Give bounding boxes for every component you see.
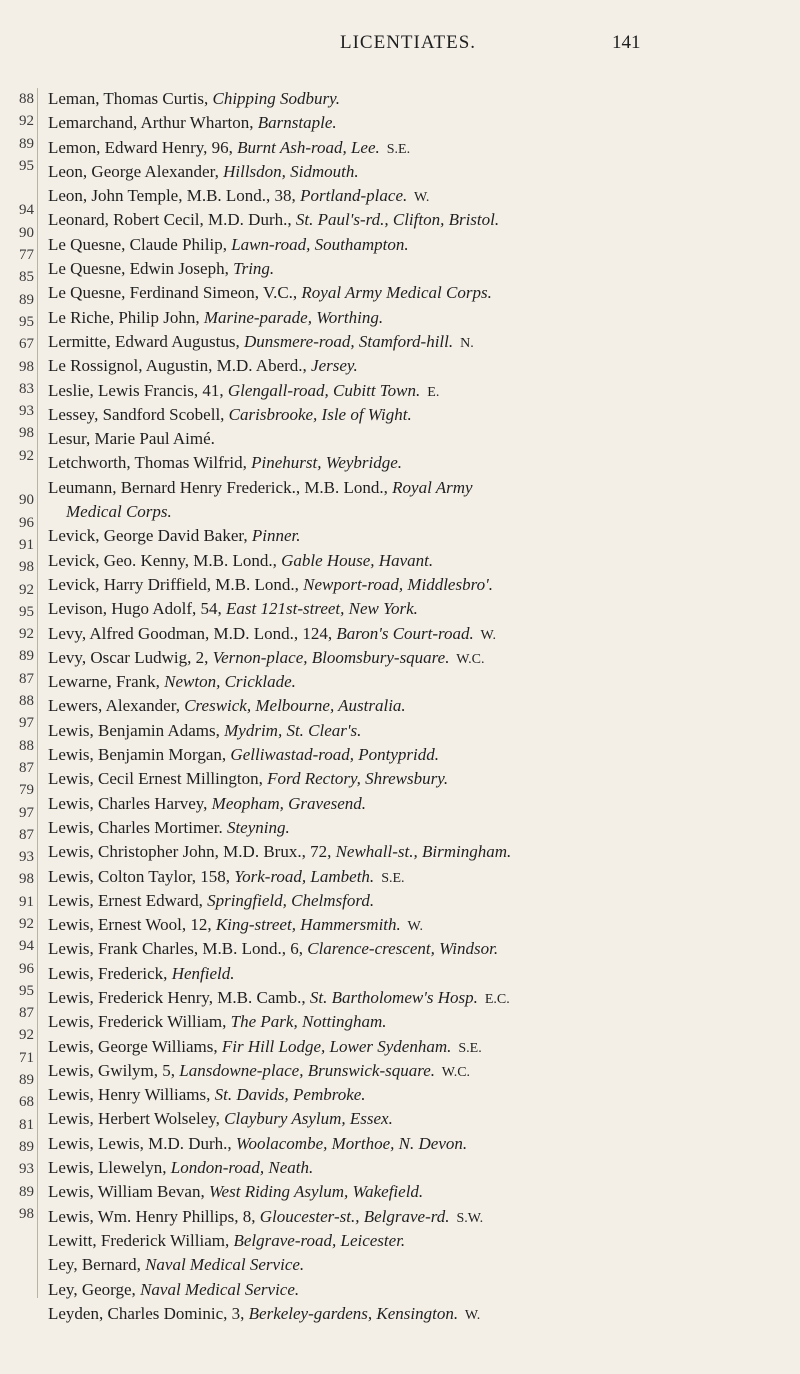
entry-address: Gelliwastad-road, Pontypridd. bbox=[230, 745, 439, 765]
entry-name: Lewis, Charles Harvey, bbox=[48, 793, 212, 813]
registration-year: 92 bbox=[19, 581, 34, 598]
entry-postal-district: S.W. bbox=[449, 1210, 484, 1226]
registration-year: 93 bbox=[19, 849, 34, 866]
entry-address: Chipping Sodbury. bbox=[212, 89, 340, 108]
licentiate-entry bbox=[48, 1181, 788, 1205]
licentiate-entry bbox=[48, 866, 788, 890]
entry-name: Lewis, Lewis, M.D. Durh., bbox=[48, 1133, 236, 1153]
registration-year: 92 bbox=[19, 915, 34, 932]
registration-year: 98 bbox=[19, 871, 34, 888]
registration-year: 83 bbox=[19, 380, 34, 397]
licentiate-entry bbox=[48, 720, 788, 744]
entry-address: Tring. bbox=[233, 259, 275, 279]
entry-name: Lewis, Christopher John, M.D. Brux., 72, bbox=[48, 842, 336, 862]
licentiate-entry bbox=[48, 428, 788, 452]
entry-name: Levy, Alfred Goodman, M.D. Lond., 124, bbox=[48, 623, 337, 643]
licentiate-entry bbox=[48, 185, 788, 209]
entry-address: Marine-parade, Worthing. bbox=[203, 307, 384, 327]
licentiate-entry bbox=[48, 452, 788, 476]
entry-address: Burnt Ash-road, Lee. bbox=[237, 137, 380, 157]
registration-year: 94 bbox=[19, 938, 34, 955]
entry-name: Lessey, Sandford Scobell, bbox=[48, 404, 229, 424]
registration-year: 89 bbox=[19, 135, 34, 152]
registration-year: 89 bbox=[19, 1183, 34, 1200]
entry-name: Lewis, Benjamin Morgan, bbox=[48, 745, 231, 765]
entry-address: Henfield. bbox=[171, 963, 235, 983]
entry-name: Lewis, Llewelyn, bbox=[48, 1158, 171, 1178]
licentiate-entry bbox=[48, 817, 788, 841]
licentiate-entry bbox=[48, 331, 788, 355]
licentiate-entry bbox=[48, 307, 788, 331]
entry-name: Leumann, Bernard Henry Frederick., M.B. Lond., bbox=[48, 477, 393, 497]
licentiate-entry bbox=[48, 525, 788, 549]
entry-name: Lewis, Frank Charles, M.B. Lond., 6, bbox=[48, 939, 308, 959]
entry-name: Lemon, Edward Henry, 96, bbox=[48, 137, 238, 157]
licentiate-entry bbox=[48, 1108, 788, 1132]
margin-rule bbox=[37, 88, 38, 1298]
entry-name: Lewis, Henry Williams, bbox=[48, 1085, 215, 1105]
entry-name: Levick, Harry Driffield, M.B. Lond., bbox=[48, 574, 304, 594]
entry-name: Leman, Thomas Curtis, bbox=[48, 89, 213, 108]
entry-address: Royal Army bbox=[392, 477, 473, 497]
licentiate-entry bbox=[48, 671, 788, 695]
entry-name: Levick, George David Baker, bbox=[48, 526, 252, 546]
registration-year: 93 bbox=[19, 1161, 34, 1178]
licentiate-entry bbox=[48, 404, 788, 428]
registration-year bbox=[0, 467, 34, 489]
licentiate-entry bbox=[48, 793, 788, 817]
entry-name: Le Quesne, Claude Philip, bbox=[48, 234, 232, 254]
licentiate-entry bbox=[48, 1133, 788, 1157]
entry-name: Le Rossignol, Augustin, M.D. Aberd., bbox=[48, 356, 312, 376]
entry-name: Lewis, Frederick Henry, M.B. Camb., bbox=[48, 987, 310, 1007]
entry-postal-district: W. bbox=[473, 627, 496, 643]
entry-address: Lawn-road, Southampton. bbox=[231, 234, 409, 254]
entry-address: Portland-place. bbox=[300, 186, 408, 206]
registration-year: 71 bbox=[19, 1049, 34, 1066]
page-number: 141 bbox=[612, 32, 641, 53]
registration-year: 95 bbox=[19, 157, 34, 174]
registration-year: 98 bbox=[19, 358, 34, 375]
entry-address: York-road, Lambeth. bbox=[234, 866, 375, 886]
licentiate-entry bbox=[48, 282, 788, 306]
entry-address: Naval Medical Service. bbox=[140, 1279, 300, 1299]
page-header bbox=[0, 32, 800, 62]
entry-name: Leyden, Charles Dominic, 3, bbox=[48, 1303, 249, 1323]
registration-year: 95 bbox=[19, 603, 34, 620]
licentiate-entry bbox=[48, 209, 788, 233]
registration-year: 98 bbox=[19, 1205, 34, 1222]
registration-year: 92 bbox=[19, 626, 34, 643]
entry-address: Pinehurst, Weybridge. bbox=[251, 453, 403, 473]
registration-year: 95 bbox=[19, 982, 34, 999]
running-title: LICENTIATES. bbox=[340, 32, 477, 53]
entry-address: Pinner. bbox=[251, 526, 301, 546]
entry-name: Lesur, Marie Paul Aimé. bbox=[48, 429, 215, 449]
entry-address: Steyning. bbox=[226, 817, 290, 837]
entry-address: Lansdowne-place, Brunswick-square. bbox=[179, 1060, 436, 1080]
registration-year: 98 bbox=[19, 425, 34, 442]
entry-postal-district: W. bbox=[407, 190, 430, 206]
entry-postal-district: S.E. bbox=[379, 141, 411, 157]
entry-postal-district: S.E. bbox=[451, 1040, 482, 1056]
entry-address: Royal Army Medical Corps. bbox=[301, 283, 492, 303]
entry-name: Le Riche, Philip John, bbox=[48, 307, 204, 327]
entry-name: Ley, Bernard, bbox=[48, 1255, 146, 1275]
entry-name: Lewis, Cecil Ernest Millington, bbox=[48, 769, 268, 789]
registration-year: 87 bbox=[19, 670, 34, 687]
entry-name: Lewis, Herbert Wolseley, bbox=[48, 1109, 225, 1129]
entry-name: Lewis, Benjamin Adams, bbox=[48, 720, 225, 740]
registration-year: 89 bbox=[19, 1138, 34, 1155]
licentiate-entry bbox=[48, 1230, 788, 1254]
entry-name: Lewis, Ernest Wool, 12, bbox=[48, 915, 216, 935]
entry-address: Mydrim, St. Clear's. bbox=[224, 720, 362, 740]
licentiate-entry bbox=[48, 380, 788, 404]
entry-postal-district: E.C. bbox=[477, 991, 510, 1007]
entry-address: West Riding Asylum, Wakefield. bbox=[208, 1182, 424, 1202]
entry-postal-district: S.E. bbox=[374, 870, 405, 886]
entry-address: Springfield, Chelmsford. bbox=[207, 890, 375, 910]
entry-name: Levick, Geo. Kenny, M.B. Lond., bbox=[48, 550, 282, 570]
entry-address: Glengall-road, Cubitt Town. bbox=[227, 380, 421, 400]
registration-year: 96 bbox=[19, 514, 34, 531]
licentiate-entry bbox=[48, 234, 788, 258]
registration-year: 95 bbox=[19, 313, 34, 330]
entry-postal-district: W. bbox=[400, 919, 423, 935]
entry-address: The Park, Nottingham. bbox=[230, 1012, 387, 1032]
licentiate-entry bbox=[48, 1011, 788, 1035]
registration-year: 97 bbox=[19, 715, 34, 732]
licentiate-entry bbox=[48, 768, 788, 792]
entry-address: Meopham, Gravesend. bbox=[211, 793, 367, 813]
licentiate-entry bbox=[48, 112, 788, 136]
entry-address: Gable House, Havant. bbox=[281, 550, 434, 570]
entry-name: Lermitte, Edward Augustus, bbox=[48, 331, 244, 351]
licentiate-entry bbox=[48, 1084, 788, 1108]
entry-address: Naval Medical Service. bbox=[145, 1255, 305, 1275]
entry-address: Newton, Cricklade. bbox=[164, 672, 296, 692]
entry-name: Le Quesne, Edwin Joseph, bbox=[48, 259, 234, 279]
registration-year: 90 bbox=[19, 224, 34, 241]
entry-address: Baron's Court-road. bbox=[336, 623, 474, 643]
entry-name: Lewis, George Williams, bbox=[48, 1036, 222, 1056]
registration-year: 81 bbox=[19, 1116, 34, 1133]
licentiate-entry bbox=[48, 1279, 788, 1303]
entry-address: Claybury Asylum, Essex. bbox=[224, 1109, 393, 1129]
year-column bbox=[0, 88, 34, 1225]
licentiate-entry bbox=[48, 550, 788, 574]
licentiate-entry bbox=[48, 1206, 788, 1230]
entry-address: Newport-road, Middlesbro'. bbox=[303, 574, 493, 594]
entry-name: Lewis, Charles Mortimer. bbox=[48, 817, 227, 837]
entry-address: King-street, Hammersmith. bbox=[215, 915, 401, 935]
entry-address: St. Paul's-rd., Clifton, Bristol. bbox=[295, 210, 500, 230]
entry-address: Barnstaple. bbox=[257, 113, 337, 133]
entry-name: Leon, John Temple, M.B. Lond., 38, bbox=[48, 186, 301, 206]
entry-address: Gloucester-st., Belgrave-rd. bbox=[259, 1206, 450, 1226]
entry-address: Carisbrooke, Isle of Wight. bbox=[228, 404, 412, 424]
entry-address: Creswick, Melbourne, Australia. bbox=[184, 696, 406, 716]
registration-year: 88 bbox=[19, 91, 34, 107]
entry-postal-district: W.C. bbox=[449, 651, 485, 667]
licentiate-entry bbox=[48, 963, 788, 987]
licentiate-entry bbox=[48, 501, 788, 525]
entry-name: Lewarne, Frank, bbox=[48, 672, 165, 692]
registration-year: 89 bbox=[19, 648, 34, 665]
licentiate-entry bbox=[48, 355, 788, 379]
entry-address: Newhall-st., Birmingham. bbox=[335, 842, 512, 862]
licentiate-entry bbox=[48, 1036, 788, 1060]
entry-postal-district: N. bbox=[453, 335, 474, 351]
registration-year: 98 bbox=[19, 559, 34, 576]
licentiate-entry bbox=[48, 137, 788, 161]
registration-year: 90 bbox=[19, 492, 34, 509]
entry-name: Lewis, Wm. Henry Phillips, 8, bbox=[48, 1206, 260, 1226]
registration-year: 97 bbox=[19, 804, 34, 821]
licentiate-entry bbox=[48, 938, 788, 962]
entry-address: St. Bartholomew's Hosp. bbox=[309, 987, 478, 1007]
entry-name: Lewis, Gwilym, 5, bbox=[48, 1060, 180, 1080]
licentiate-entry bbox=[48, 258, 788, 282]
licentiate-entry bbox=[48, 1060, 788, 1084]
licentiate-entry bbox=[48, 987, 788, 1011]
registration-year: 94 bbox=[19, 202, 34, 219]
registration-year bbox=[0, 177, 34, 199]
entry-address: Clarence-crescent, Windsor. bbox=[307, 939, 499, 959]
entry-address: St. Davids, Pembroke. bbox=[214, 1085, 366, 1105]
entry-postal-district: E. bbox=[420, 384, 440, 400]
entry-postal-district: W.C. bbox=[435, 1064, 471, 1080]
licentiate-entry bbox=[48, 623, 788, 647]
entry-address: Jersey. bbox=[311, 356, 358, 376]
entry-name: Lewis, Frederick William, bbox=[48, 1012, 231, 1032]
entry-name: Lewers, Alexander, bbox=[48, 696, 185, 716]
entry-address: Vernon-place, Bloomsbury-square. bbox=[212, 647, 450, 667]
licentiate-entry bbox=[48, 647, 788, 671]
licentiate-entry bbox=[48, 574, 788, 598]
registration-year: 67 bbox=[19, 336, 34, 353]
registration-year: 93 bbox=[19, 403, 34, 420]
entry-address: Dunsmere-road, Stamford-hill. bbox=[243, 331, 454, 351]
entry-address: Medical Corps. bbox=[66, 502, 172, 522]
licentiate-entry bbox=[48, 161, 788, 185]
licentiate-entry bbox=[48, 1303, 788, 1327]
registration-year: 87 bbox=[19, 1005, 34, 1022]
entry-name: Letchworth, Thomas Wilfrid, bbox=[48, 453, 252, 473]
entry-address: Fir Hill Lodge, Lower Sydenham. bbox=[221, 1036, 452, 1056]
entry-name: Leon, George Alexander, bbox=[48, 161, 224, 181]
entry-address: Hillsdon, Sidmouth. bbox=[223, 161, 359, 181]
registration-year: 88 bbox=[19, 737, 34, 754]
licentiate-entry bbox=[48, 890, 788, 914]
registration-year: 87 bbox=[19, 826, 34, 843]
entry-address: Ford Rectory, Shrewsbury. bbox=[267, 769, 449, 789]
licentiate-entry bbox=[48, 1157, 788, 1181]
registration-year: 79 bbox=[19, 782, 34, 799]
registration-year: 92 bbox=[19, 447, 34, 464]
entry-postal-district: W. bbox=[458, 1307, 481, 1323]
entry-list bbox=[48, 88, 788, 1327]
entry-name: Ley, George, bbox=[48, 1279, 141, 1299]
entry-address: Woolacombe, Morthoe, N. Devon. bbox=[235, 1133, 468, 1153]
licentiate-entry bbox=[48, 695, 788, 719]
registration-year: 68 bbox=[19, 1094, 34, 1111]
registration-year: 85 bbox=[19, 269, 34, 286]
licentiate-entry bbox=[48, 598, 788, 622]
licentiate-entry bbox=[48, 88, 788, 112]
registration-year: 91 bbox=[19, 536, 34, 553]
entry-name: Lewis, Colton Taylor, 158, bbox=[48, 866, 235, 886]
entry-name: Levison, Hugo Adolf, 54, bbox=[48, 599, 227, 619]
registration-year: 92 bbox=[19, 1027, 34, 1044]
entry-name: Lewitt, Frederick William, bbox=[48, 1230, 234, 1250]
entry-address: Berkeley-gardens, Kensington. bbox=[248, 1303, 459, 1323]
entry-address: London-road, Neath. bbox=[170, 1158, 314, 1178]
registration-year: 89 bbox=[19, 291, 34, 308]
entry-address: East 121st-street, New York. bbox=[226, 599, 418, 619]
entry-name: Lewis, William Bevan, bbox=[48, 1182, 209, 1202]
licentiate-entry bbox=[48, 744, 788, 768]
registration-year: 77 bbox=[19, 247, 34, 264]
entry-name: Leonard, Robert Cecil, M.D. Durh., bbox=[48, 210, 296, 230]
registration-year: 96 bbox=[19, 960, 34, 977]
registration-year: 88 bbox=[19, 693, 34, 710]
entry-address: Belgrave-road, Leicester. bbox=[233, 1230, 406, 1250]
registration-year: 92 bbox=[19, 113, 34, 130]
licentiate-entry bbox=[48, 477, 788, 501]
entry-name: Leslie, Lewis Francis, 41, bbox=[48, 380, 228, 400]
entry-name: Lemarchand, Arthur Wharton, bbox=[48, 113, 258, 133]
licentiate-entry bbox=[48, 841, 788, 865]
entry-name: Lewis, Frederick, bbox=[48, 963, 172, 983]
licentiate-entry bbox=[48, 914, 788, 938]
registration-year: 91 bbox=[19, 893, 34, 910]
entry-name: Levy, Oscar Ludwig, 2, bbox=[48, 647, 213, 667]
registration-year: 89 bbox=[19, 1072, 34, 1089]
entry-name: Lewis, Ernest Edward, bbox=[48, 890, 208, 910]
licentiate-entry bbox=[48, 1254, 788, 1278]
entry-name: Le Quesne, Ferdinand Simeon, V.C., bbox=[48, 283, 302, 303]
registration-year: 87 bbox=[19, 759, 34, 776]
